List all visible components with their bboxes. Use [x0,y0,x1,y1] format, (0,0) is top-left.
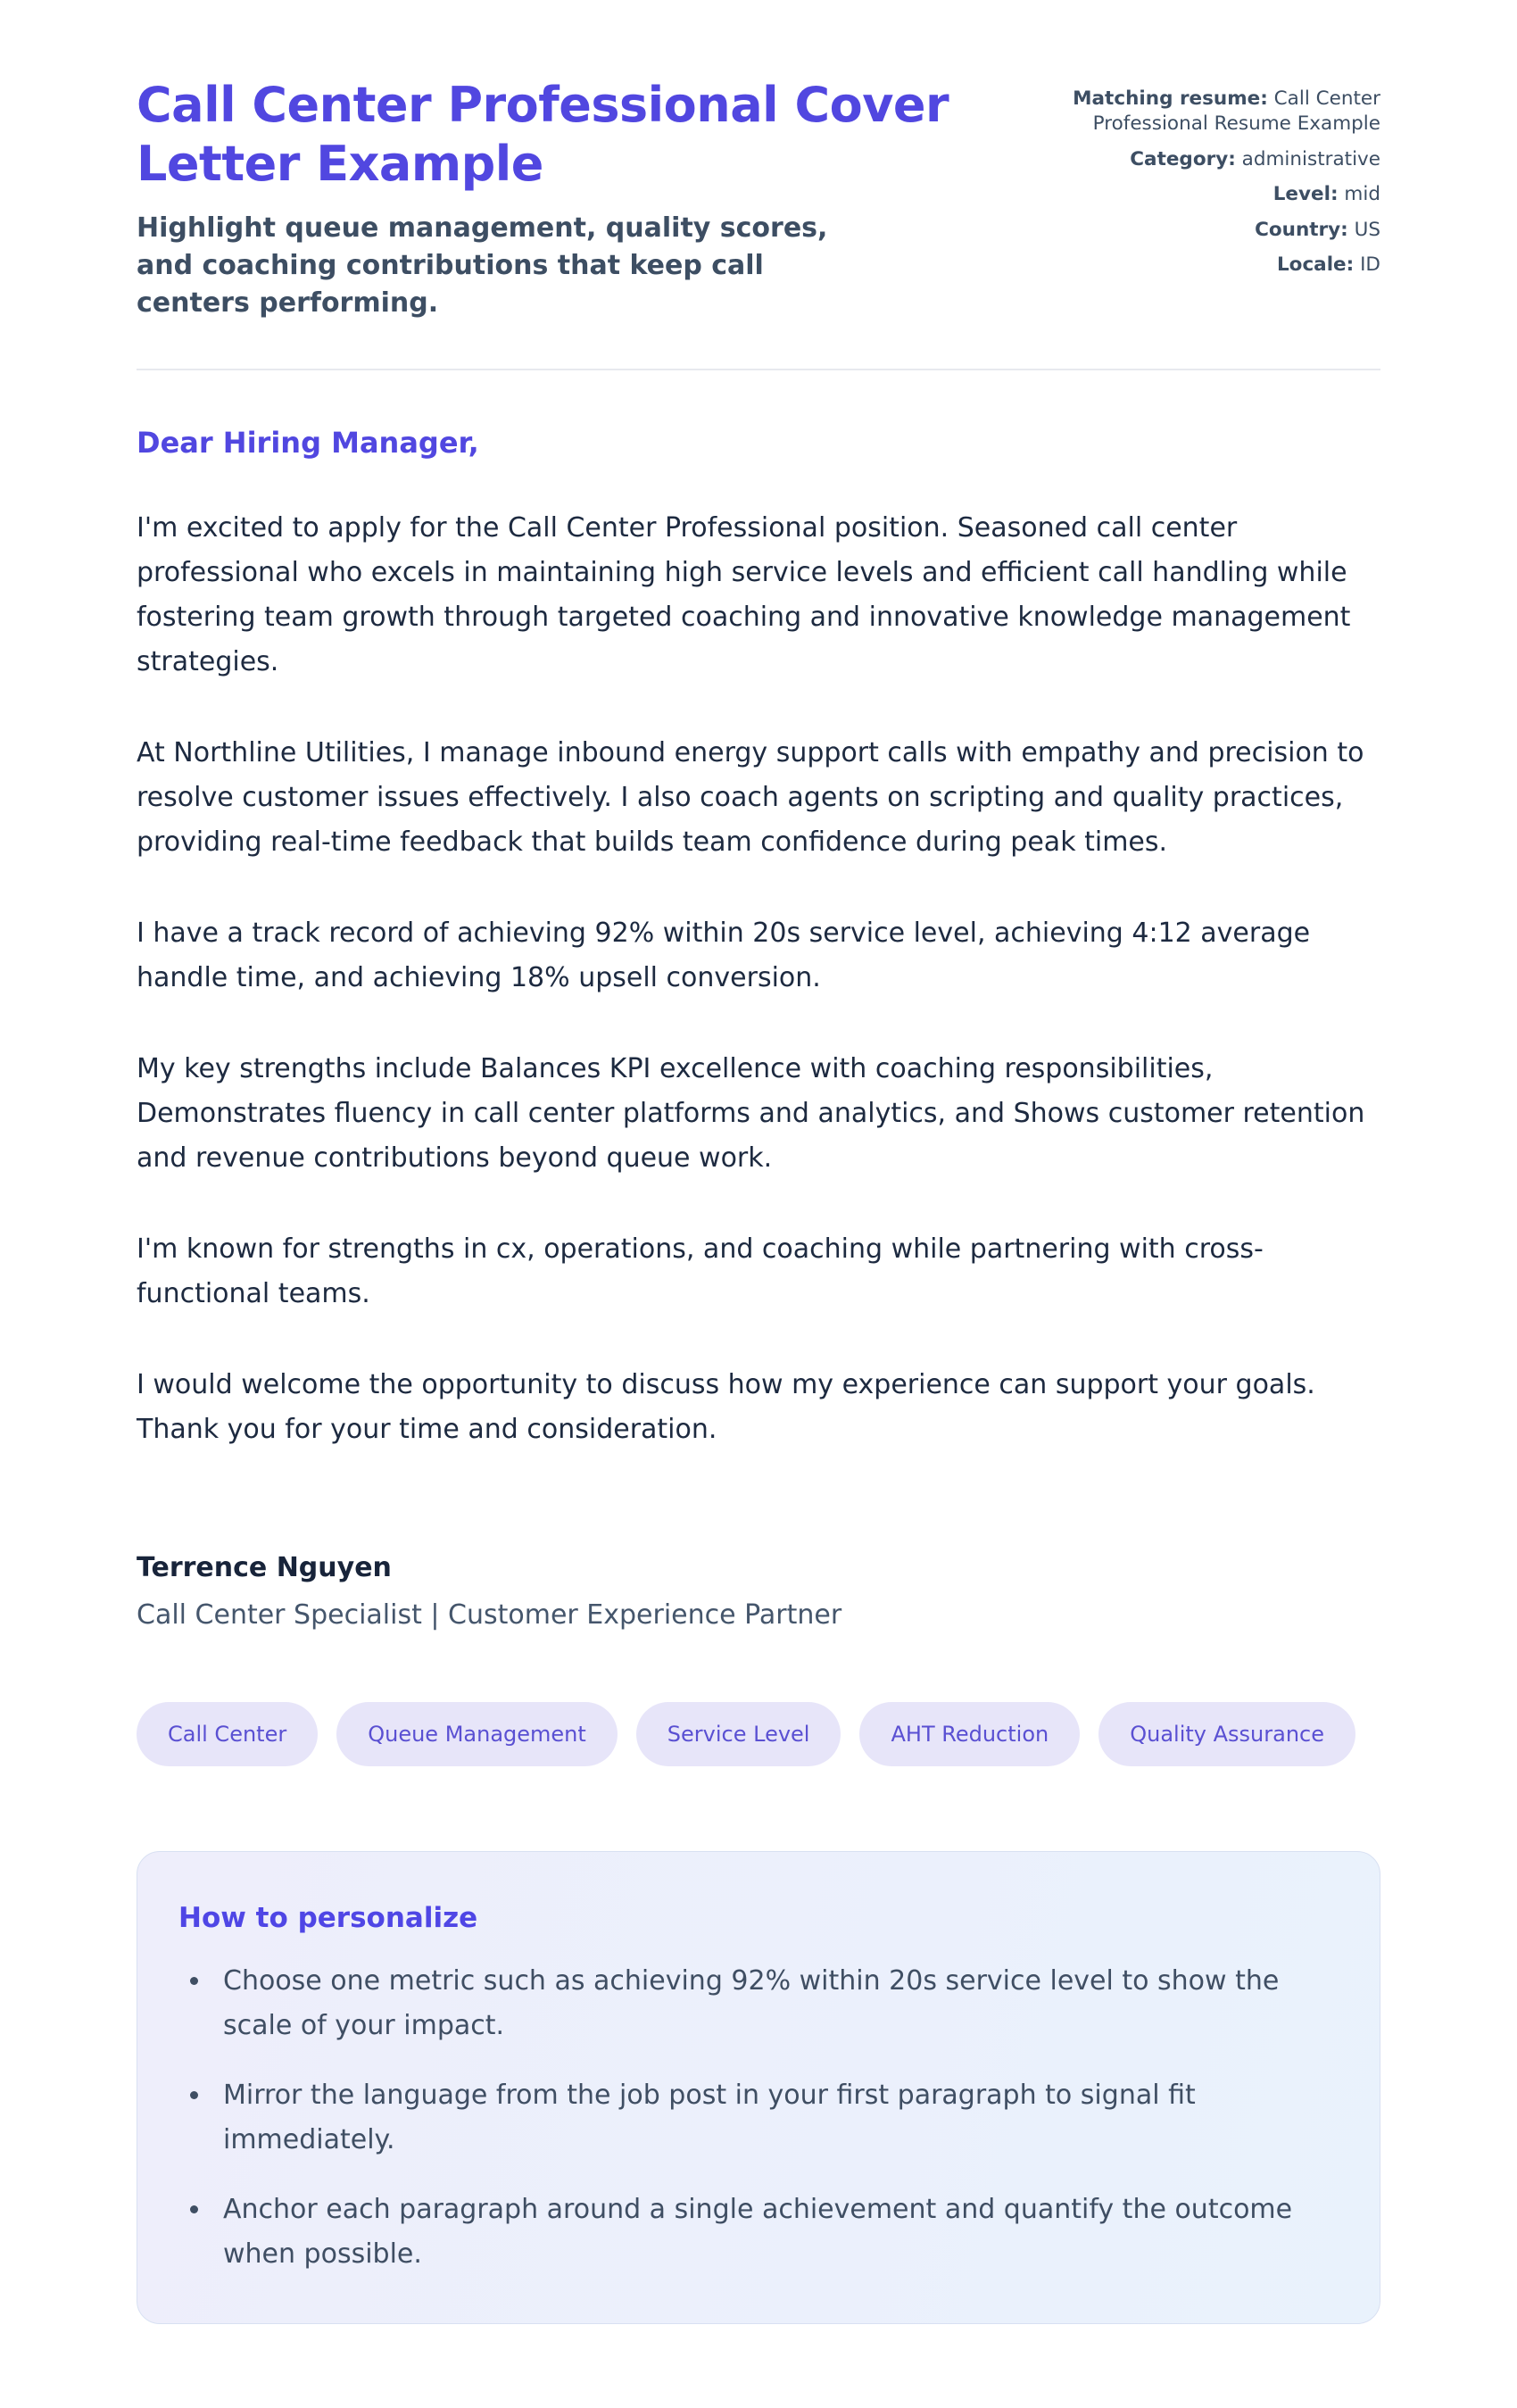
personalize-bullet: • Anchor each paragraph around a single achievement and quantify the outcome when possible. [212,2188,1337,2277]
personalize-bullet-list [178,1959,1337,2277]
header-divider [137,369,1380,370]
personalize-heading: How to personalize [178,1901,478,1934]
meta-row [1068,147,1380,172]
tag-pill[interactable]: Queue Management [336,1702,618,1766]
meta-row [1068,182,1380,207]
letter-paragraph: I'm known for strengths in cx, operations, and coaching while partnering with cross-functional teams. [137,1233,1264,1309]
meta-label: Category: [1130,147,1236,170]
meta-value: mid [1344,183,1380,206]
resume-meta-panel [1068,76,1380,287]
meta-label: Country: [1255,218,1348,241]
tag-pill[interactable]: Quality Assurance [1098,1702,1355,1766]
meta-value: Call Center Professional Resume Example [1092,87,1380,136]
signature-role: Call Center Specialist | Customer Experience Partner [137,1598,842,1631]
letter-paragraph: My key strengths include Balances KPI excellence with coaching responsibilities, Demonstrates fluency in call center platforms and analytics, and Shows customer retention and revenue contributions beyond queue work. [137,1052,1365,1174]
meta-row [1068,87,1380,137]
meta-value: ID [1360,253,1380,276]
personalize-bullet: • Choose one metric such as achieving 92% within 20s service level to show the scale of your impact. [212,1959,1337,2048]
tag-pill[interactable]: Call Center [137,1702,318,1766]
salutation: Dear Hiring Manager, [137,425,479,460]
meta-label: Level: [1272,183,1339,206]
letter-paragraph: I would welcome the opportunity to discuss how my experience can support your goals. Thank you for your time and consideration. [137,1368,1315,1445]
signature-name: Terrence Nguyen [137,1551,392,1583]
personalize-bullet: • Mirror the language from the job post in your first paragraph to signal fit immediately. [212,2073,1337,2163]
meta-row [1068,253,1380,278]
letter-paragraph: At Northline Utilities, I manage inbound energy support calls with empathy and precision to resolve customer issues effectively. I also coach agents on scripting and quality practices, providing real-time feedback that builds team confidence during peak times. [137,736,1364,858]
page-header [137,76,1380,322]
meta-row [1068,218,1380,243]
letter-body [137,426,1380,1631]
tag-list [137,1702,1380,1766]
how-to-personalize-box [137,1851,1380,2324]
page-subtitle: Highlight queue management, quality scores, and coaching contributions that keep call centers performing. [137,212,828,319]
meta-label: Matching resume: [1073,87,1268,110]
meta-value: US [1354,218,1380,241]
letter-paragraph: I'm excited to apply for the Call Center Professional position. Seasoned call center professional who excels in maintaining high service levels and efficient call handling while fostering team growth through targeted coaching and innovative knowledge management strategies. [137,511,1351,677]
header-title-block [137,76,1032,322]
tag-pill[interactable]: AHT Reduction [859,1702,1080,1766]
tag-pill[interactable]: Service Level [636,1702,841,1766]
letter-paragraph: I have a track record of achieving 92% within 20s service level, achieving 4:12 average handle time, and achieving 18% upsell conversion. [137,917,1311,993]
meta-label: Locale: [1276,253,1355,276]
meta-value: administrative [1241,147,1380,170]
page-title: Call Center Professional Cover Letter Example [137,77,949,192]
